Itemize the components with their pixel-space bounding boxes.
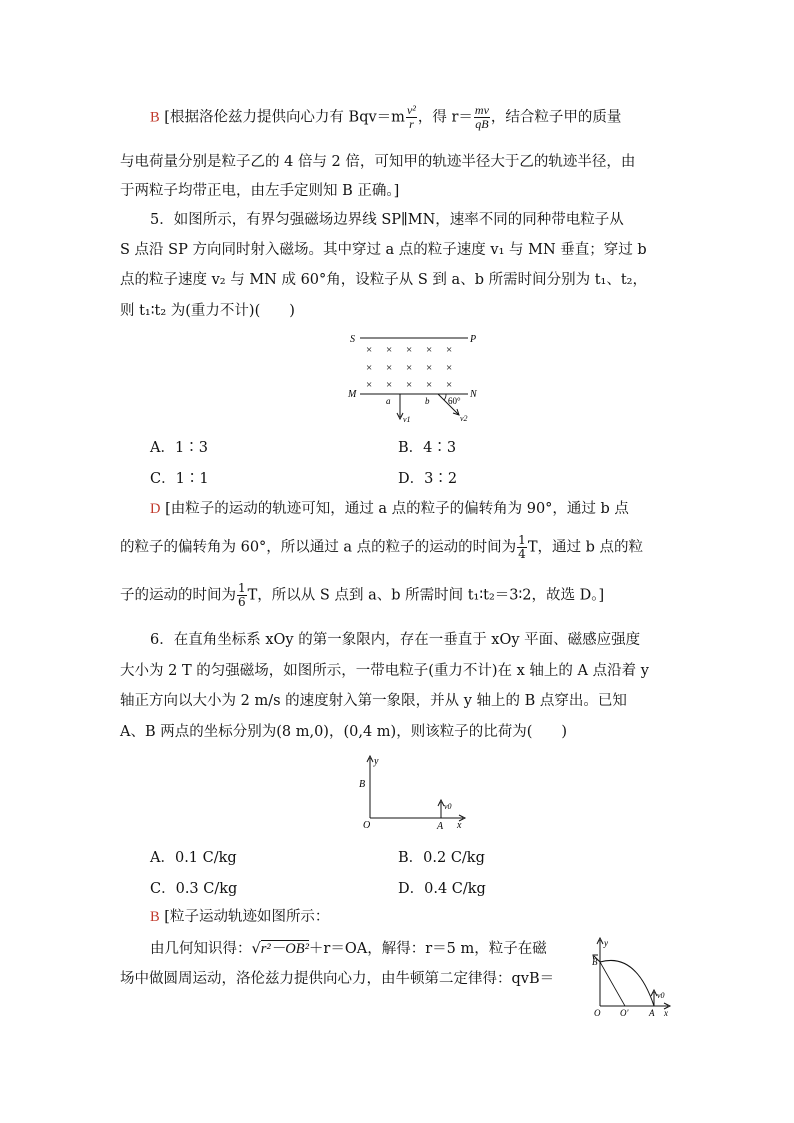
field-crosses: [366, 344, 452, 391]
label-y: y: [374, 756, 379, 767]
q6-answer-line-3: 场中做圆周运动，洛伦兹力提供向心力，由牛顿第二定律得：qvB＝: [120, 971, 555, 987]
q6-coordinate-figure: [355, 752, 475, 832]
q5-stem-line-2: S 点沿 SP 方向同时射入磁场。其中穿过 a 点的粒子速度 v₁ 与 MN 垂直；穿过 b: [120, 242, 647, 258]
q6-answer-line-1: B [粒子运动轨迹如图所示：: [150, 909, 330, 925]
svg-text:×: ×: [366, 379, 373, 391]
label-O-prime: O': [620, 1008, 629, 1018]
q5-option-b: B．4∶3: [398, 440, 457, 456]
label-x: x: [457, 820, 462, 831]
q6-stem-line-1: 6．在直角坐标系 xOy 的第一象限内，存在一垂直于 xOy 平面、磁感应强度: [150, 632, 641, 648]
svg-text:×: ×: [406, 344, 413, 356]
q4-answer-line-1: B [根据洛伦兹力提供向心力有 Bqv＝m $\frac{\text{v²}}{r}$ ，得 r＝ $\frac{mv}{qB}$ ，结合粒子甲的质量: [150, 103, 622, 131]
q6-option-a: A．0.1 C/kg: [150, 850, 237, 866]
svg-text:×: ×: [406, 362, 413, 374]
label-B: B: [592, 957, 598, 967]
q6-option-d: D．0.4 C/kg: [398, 881, 486, 897]
q6-option-b: B．0.2 C/kg: [398, 850, 485, 866]
svg-text:×: ×: [406, 379, 413, 391]
q6-stem-line-4: A、B 两点的坐标分别为(8 m,0)，(0,4 m)，则该粒子的比荷为( ): [120, 724, 568, 740]
label-B: B: [359, 779, 366, 790]
label-x: x: [664, 1008, 668, 1018]
label-v1: v1: [403, 415, 411, 424]
svg-text:×: ×: [386, 362, 393, 374]
svg-text:×: ×: [426, 344, 433, 356]
angle-label: 60°: [448, 396, 461, 406]
fraction: $\frac{1}{4}$: [518, 533, 526, 561]
label-S: S: [350, 334, 355, 345]
q6-stem-line-2: 大小为 2 T 的匀强磁场，如图所示，一带电粒子(重力不计)在 x 轴上的 A 点沿着 y: [120, 663, 649, 679]
q6-option-c: C．0.3 C/kg: [150, 881, 238, 897]
q6-trajectory-figure: [588, 934, 676, 1018]
q6-stem-line-3: 轴正方向以大小为 2 m/s 的速度射入第一象限，并从 y 轴上的 B 点穿出。已知: [120, 693, 627, 709]
label-P: P: [470, 334, 477, 345]
label-A: A: [437, 821, 444, 832]
svg-text:×: ×: [386, 344, 393, 356]
label-b: b: [425, 396, 430, 406]
fraction: $\frac{1}{6}$: [238, 581, 246, 609]
label-N: N: [470, 389, 477, 400]
answer-letter: B: [150, 109, 160, 126]
q5-stem-line-1: 5．如图所示，有界匀强磁场边界线 SP∥MN，速率不同的同种带电粒子从: [150, 212, 624, 228]
q5-answer-line-1: D [由粒子的运动的轨迹可知，通过 a 点的粒子的偏转角为 90°，通过 b 点: [150, 501, 629, 517]
svg-text:×: ×: [426, 379, 433, 391]
q6-answer-line-2: 由几何知识得：√r²－OB²＋r＝OA，解得：r＝5 m，粒子在磁: [150, 941, 547, 957]
q4-answer-line-3: 于两粒子均带正电，由左手定则知 B 正确。]: [120, 183, 400, 199]
q5-magnetic-field-figure: [340, 330, 490, 425]
label-M: M: [348, 389, 357, 400]
fraction: $\frac{mv}{qB}$: [474, 103, 489, 131]
fraction: $\frac{\text{v²}}{r}$: [406, 103, 416, 131]
svg-text:×: ×: [426, 362, 433, 374]
svg-text:×: ×: [446, 379, 453, 391]
label-O: O: [363, 820, 371, 831]
q5-stem-line-3: 点的粒子速度 v₂ 与 MN 成 60°角，设粒子从 S 到 a、b 所需时间分别为 t₁、t₂，: [120, 272, 647, 288]
svg-text:×: ×: [366, 344, 373, 356]
label-v0: v0: [444, 802, 452, 811]
svg-text:×: ×: [446, 362, 453, 374]
label-a: a: [386, 396, 391, 406]
q5-answer-line-3: 子的运动的时间为 $\frac{1}{6}$ T，所以从 S 点到 a、b 所需时间 t₁∶t₂＝3∶2，故选 D。]: [120, 581, 605, 609]
svg-text:×: ×: [446, 344, 453, 356]
q5-answer-line-2: 的粒子的偏转角为 60°，所以通过 a 点的粒子的运动的时间为 $\frac{1}{4}$ T，通过 b 点的粒: [120, 533, 643, 561]
q4-answer-line-2: 与电荷量分别是粒子乙的 4 倍与 2 倍，可知甲的轨迹半径大于乙的轨迹半径，由: [120, 154, 636, 170]
q5-option-d: D．3∶2: [398, 471, 458, 487]
label-O: O: [594, 1008, 601, 1018]
label-v2: v2: [460, 414, 468, 423]
label-v0: v0: [657, 991, 665, 1000]
answer-letter: B: [150, 909, 160, 925]
q5-option-a: A．1∶3: [150, 440, 208, 456]
q5-stem-line-4: 则 t₁∶t₂ 为(重力不计)( ): [120, 303, 295, 319]
q5-option-c: C．1∶1: [150, 471, 209, 487]
answer-letter: D: [150, 501, 161, 517]
svg-text:×: ×: [386, 379, 393, 391]
svg-text:×: ×: [366, 362, 373, 374]
label-A: A: [649, 1008, 655, 1018]
label-y: y: [604, 938, 608, 948]
sqrt-expression: √r²－OB²: [251, 941, 309, 957]
